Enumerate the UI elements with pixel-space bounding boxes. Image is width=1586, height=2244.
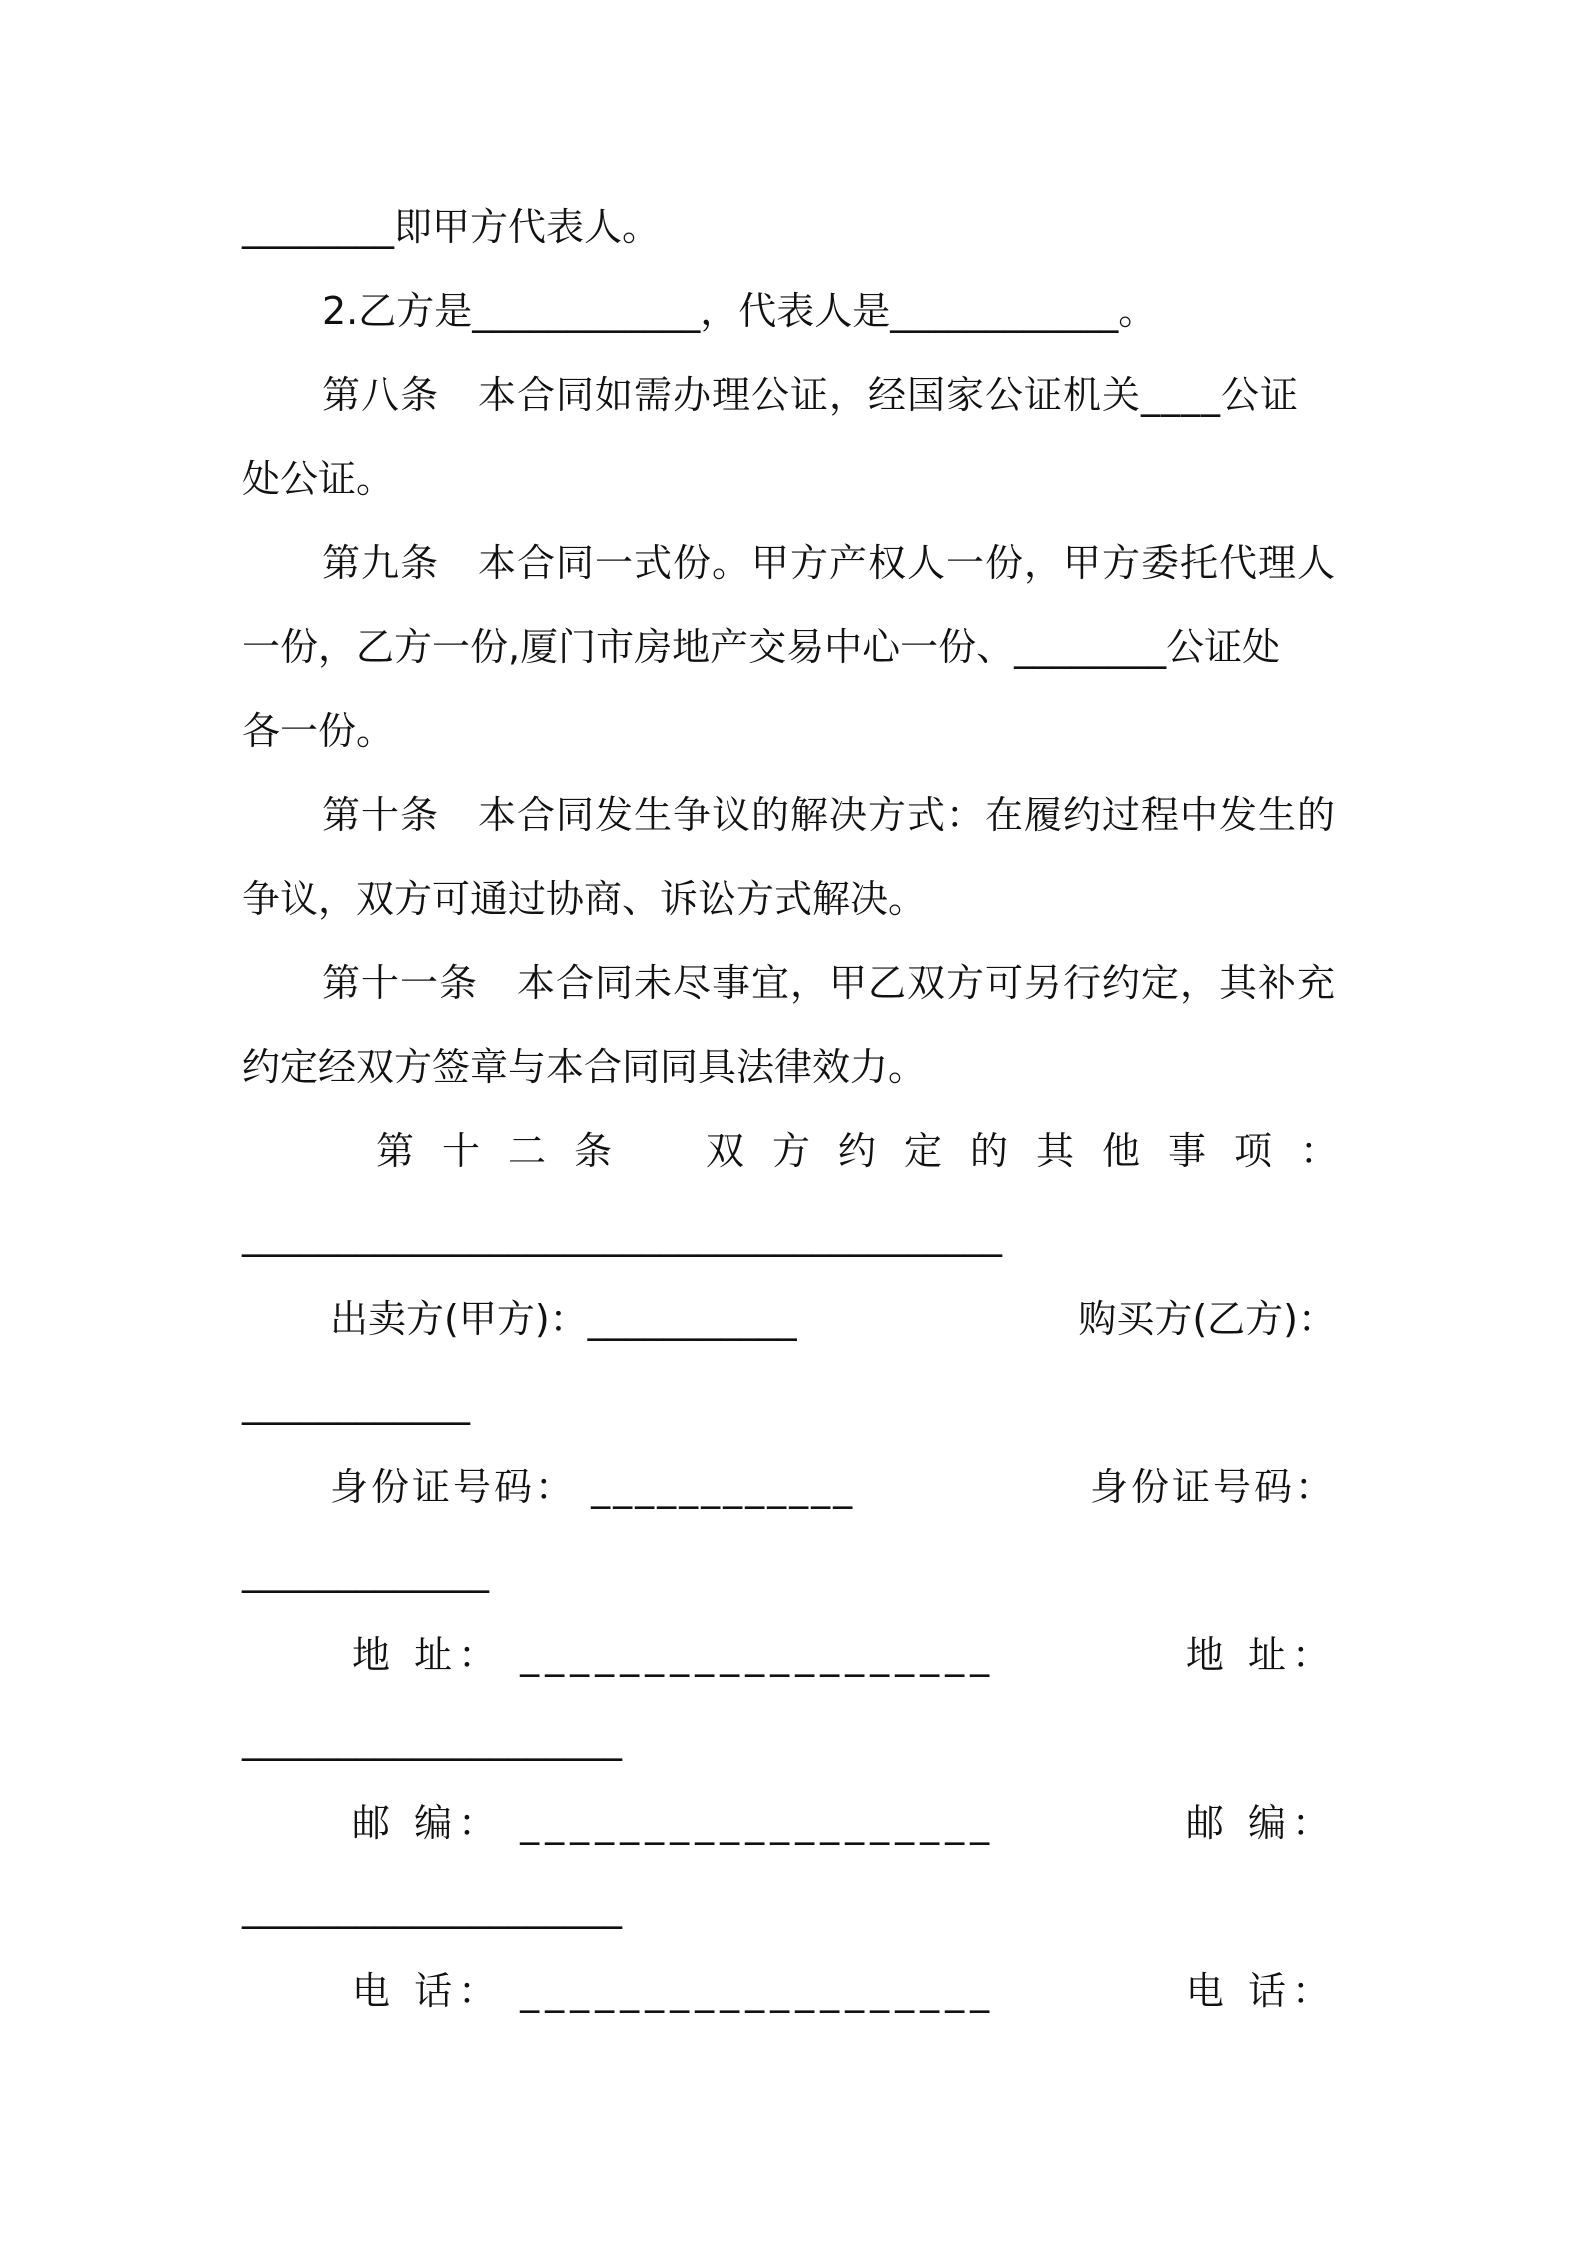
clause-8-line-1: 第八条 本合同如需办理公证，经国家公证机关____公证 bbox=[322, 373, 1300, 417]
clause-12-heading: 第十二条 双方约定的其他事项： bbox=[376, 1129, 1367, 1173]
seller-field: 出卖方(甲方)：___________ bbox=[330, 1297, 797, 1341]
clause-7-party-b: 2.乙方是____________，代表人是____________。 bbox=[322, 289, 1157, 333]
buyer-zip-label: 邮 编： bbox=[1185, 1801, 1336, 1845]
buyer-label: 购买方(乙方)： bbox=[1078, 1297, 1336, 1341]
clause-11-line-2: 约定经双方签章与本合同同具法律效力。 bbox=[242, 1045, 927, 1089]
clause-9-line-3: 各一份。 bbox=[242, 709, 395, 753]
seller-id-field: 身份证号码： ____________ bbox=[330, 1465, 856, 1509]
clause-9-line-1: 第九条 本合同一式份。甲方产权人一份，甲方委托代理人 bbox=[322, 541, 1337, 585]
seller-phone-field: 电 话： ___________________ bbox=[352, 1969, 996, 2013]
buyer-address-blank: ____________________ bbox=[242, 1717, 622, 1761]
buyer-id-blank: _____________ bbox=[242, 1549, 489, 1593]
buyer-zip-blank: ____________________ bbox=[242, 1885, 622, 1929]
clause-8-line-2: 处公证。 bbox=[242, 457, 395, 501]
clause-9-line-2: 一份，乙方一份,厦门市房地产交易中心一份、________公证处 bbox=[242, 625, 1281, 669]
seller-zip-field: 邮 编： ___________________ bbox=[352, 1801, 996, 1845]
text-line-1: ________即甲方代表人。 bbox=[242, 205, 661, 249]
clause-11-line-1: 第十一条 本合同未尽事宜，甲乙双方可另行约定，其补充 bbox=[322, 961, 1337, 1005]
buyer-address-label: 地 址： bbox=[1185, 1633, 1336, 1677]
buyer-phone-label: 电 话： bbox=[1185, 1969, 1336, 2013]
buyer-id-label: 身份证号码： bbox=[1089, 1465, 1336, 1509]
clause-10-line-2: 争议，双方可通过协商、诉讼方式解决。 bbox=[242, 877, 927, 921]
buyer-blank: ____________ bbox=[242, 1381, 470, 1425]
clause-12-blank: ________________________________________ bbox=[242, 1213, 1002, 1257]
seller-address-field: 地 址： ___________________ bbox=[352, 1633, 996, 1677]
clause-10-line-1: 第十条 本合同发生争议的解决方式：在履约过程中发生的 bbox=[322, 793, 1337, 837]
